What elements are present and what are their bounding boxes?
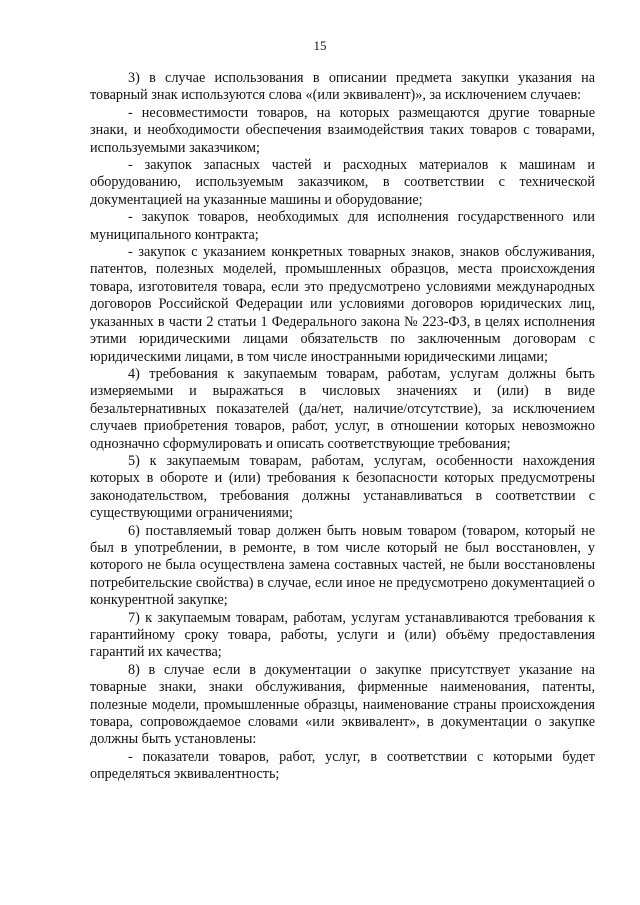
paragraph-item-8: 8) в случае если в документации о закупке присутствует указание на товарные знаки, знаки обслуживания, фирменные наименования, патенты, полезные модели, промышленные образцы, наименование страны происхождения товара, сопровождаемое словами «или эквивалент», в документации о закупке должны быть установлены: — [90, 661, 595, 748]
document-body — [90, 70, 595, 784]
paragraph-item-6: 6) поставляемый товар должен быть новым товаром (товаром, который не был в употреблении, в ремонте, в том числе который не был восстановлен, у которого не была осуществлена замена составных частей, не были восстановлены потребительские свойства) в случае, если иное не предусмотрено документацией о конкурентной закупке; — [90, 522, 595, 609]
paragraph-item-7: 7) к закупаемым товарам, работам, услугам устанавливаются требования к гарантийному сроку товара, работы, услуги и (или) объёму предоставления гарантий их качества; — [90, 609, 595, 661]
page-number: 15 — [313, 38, 327, 53]
paragraph-item-3: 3) в случае использования в описании предмета закупки указания на товарный знак используются слова «(или эквивалент)», за исключением случаев: — [90, 70, 595, 104]
paragraph-item-8-subitem-1: - показатели товаров, работ, услуг, в соответствии с которыми будет определяться эквивалентность; — [90, 748, 595, 783]
paragraph-item-3-subitem-2: - закупок запасных частей и расходных материалов к машинам и оборудованию, используемым заказчиком, в соответствии с технической документацией на указанные машины и оборудование; — [90, 157, 595, 208]
paragraph-item-5: 5) к закупаемым товарам, работам, услугам, особенности нахождения которых в обороте и (или) требования к безопасности которых предусмотрены законодательством, требования должны устанавливаться в соответствии с существующими ограничениями; — [90, 452, 595, 522]
paragraph-item-3-subitem-3: - закупок товаров, необходимых для исполнения государственного или муниципального контракта; — [90, 209, 595, 243]
paragraph-item-3-subitem-1: - несовместимости товаров, на которых размещаются другие товарные знаки, и необходимости обеспечения взаимодействия таких товаров с товарами, используемыми заказчиком; — [90, 104, 595, 156]
paragraph-item-4: 4) требования к закупаемым товарам, работам, услугам должны быть измеряемыми и выражаться в числовых значениях и (или) в виде безальтернативных показателей (да/нет, наличие/отсутствие), за исключением случаев приобретения товаров, работ, услуг, в отношении которых невозможно однозначно сформулировать и описать соответствующие требования; — [90, 365, 595, 452]
paragraph-item-3-subitem-4: - закупок с указанием конкретных товарных знаков, знаков обслуживания, патентов, полезных моделей, промышленных образцов, места происхождения товара, изготовителя товара, если это предусмотрено условиями международных договоров Российской Федерации или условиями договоров юридических лиц, указанных в части 2 статьи 1 Федерального закона № 223-ФЗ, в целях исполнения этими юридическими лицами обязательств по заключенным договорам с юридическими лицами, в том числе иностранными юридическими лицами; — [90, 244, 595, 365]
